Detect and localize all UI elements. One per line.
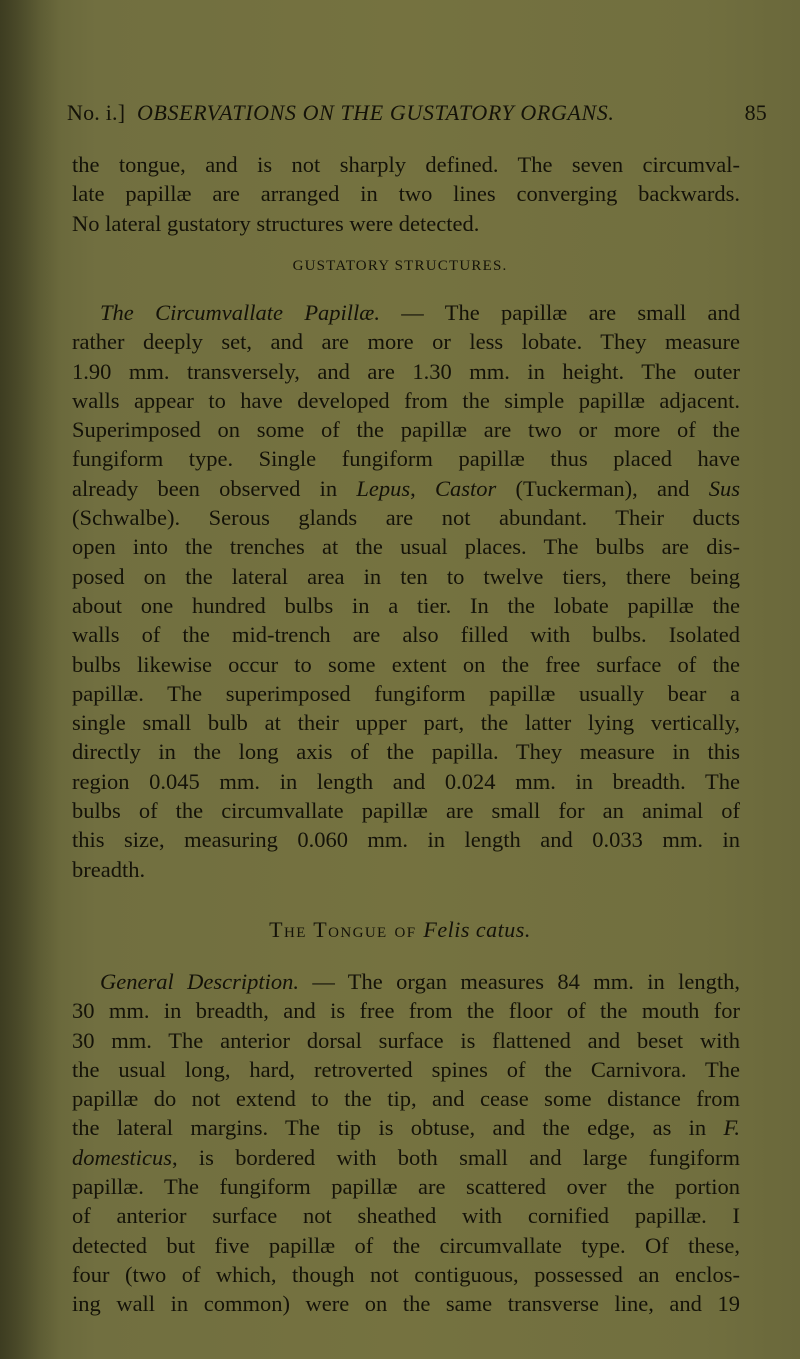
page-number: 85: [744, 100, 767, 125]
text-line: detected but five papillæ of the circumvallate type. Of these,: [72, 1232, 740, 1258]
section-heading-gustatory: GUSTATORY STRUCTURES.: [292, 258, 508, 274]
text-line: No lateral gustatory structures were detected.: [72, 210, 480, 236]
running-title: OBSERVATIONS ON THE GUSTATORY ORGANS.: [136, 100, 615, 125]
text-line: late papillæ are arranged in two lines converging backwards.: [72, 181, 740, 207]
text-line: breadth.: [72, 856, 146, 882]
paragraph-1: [72, 150, 740, 238]
text-line: The Circumvallate Papillæ. — The papillæ are small and: [100, 300, 740, 325]
text-line: Superimposed on some of the papillæ are two or more of the: [72, 417, 740, 443]
text-line: the lateral margins. The tip is obtuse, and the edge, as in F.: [72, 1115, 740, 1141]
text-line: papillæ. The fungiform papillæ are scattered over the portion: [72, 1174, 740, 1200]
subsection-title: The Circumvallate Papillæ.: [100, 300, 380, 325]
text-line: open into the trenches at the usual places. The bulbs are dis-: [72, 534, 740, 560]
text-line: ing wall in common) were on the same transverse line, and 19: [72, 1291, 740, 1317]
section-heading-felis: The Tongue of Felis catus.: [269, 917, 531, 942]
journal-number: No. i.]: [67, 100, 126, 125]
running-header: [67, 100, 767, 126]
paragraph-circumvallate: [72, 298, 740, 884]
text-line: 1.90 mm. transversely, and are 1.30 mm. in height. The outer: [72, 358, 740, 384]
text-line: the tongue, and is not sharply defined. The seven circumval-: [72, 152, 740, 177]
text-line: the usual long, hard, retroverted spines of the Carnivora. The: [72, 1056, 740, 1082]
text-line: papillæ. The superimposed fungiform papillæ usually bear a: [72, 680, 740, 706]
subsection-title: General Description.: [100, 969, 299, 994]
text-line: domesticus, is bordered with both small and large fungiform: [72, 1144, 740, 1170]
text-line: 30 mm. The anterior dorsal surface is flattened and beset with: [72, 1027, 740, 1053]
text-line: General Description. — The organ measures 84 mm. in length,: [100, 969, 741, 994]
text-line: (Schwalbe). Serous glands are not abundant. Their ducts: [72, 505, 740, 531]
text-line: already been observed in Lepus, Castor (Tuckerman), and Sus: [72, 475, 741, 501]
text-line: walls appear to have developed from the simple papillæ adjacent.: [72, 387, 740, 413]
text-line: 30 mm. in breadth, and is free from the floor of the mouth for: [72, 998, 740, 1024]
text-line: bulbs of the circumvallate papillæ are small for an animal of: [72, 798, 740, 824]
text-line: rather deeply set, and are more or less lobate. They measure: [72, 329, 740, 355]
text-line: this size, measuring 0.060 mm. in length and 0.033 mm. in: [72, 827, 740, 853]
text-line: single small bulb at their upper part, the latter lying vertically,: [72, 710, 740, 736]
text-line: region 0.045 mm. in length and 0.024 mm. in breadth. The: [72, 768, 740, 794]
text-line: of anterior surface not sheathed with cornified papillæ. I: [72, 1203, 740, 1229]
text-line: papillæ do not extend to the tip, and cease some distance from: [72, 1086, 740, 1112]
paragraph-general-description: [72, 967, 740, 1319]
text-line: bulbs likewise occur to some extent on the free surface of the: [72, 651, 740, 677]
text-line: walls of the mid-trench are also filled with bulbs. Isolated: [72, 622, 740, 648]
page-gutter-shadow: [0, 0, 60, 1359]
text-line: four (two of which, though not contiguous, possessed an enclos-: [72, 1261, 740, 1287]
text-line: fungiform type. Single fungiform papillæ thus placed have: [72, 446, 740, 472]
text-line: directly in the long axis of the papilla. They measure in this: [72, 739, 740, 765]
text-line: about one hundred bulbs in a tier. In the lobate papillæ the: [72, 592, 740, 618]
text-line: posed on the lateral area in ten to twelve tiers, there being: [72, 563, 740, 589]
